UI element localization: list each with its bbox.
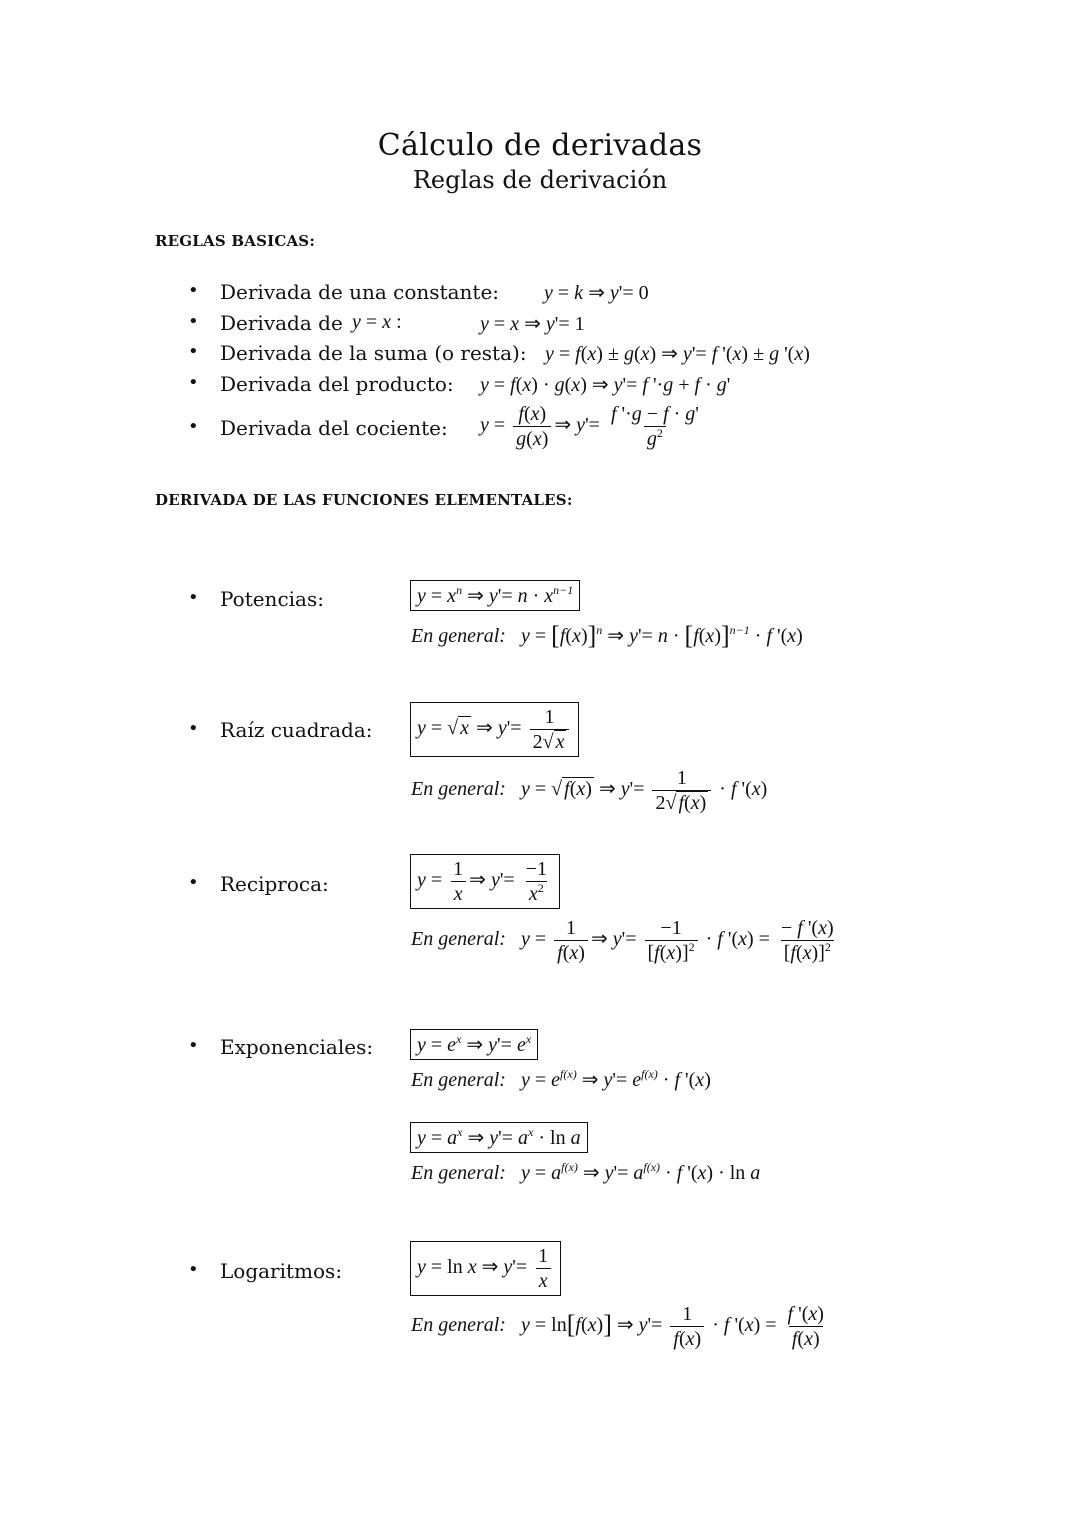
- general-formula: En general: $y = [f(x)]^n$ ⇒ $y'= n \cdot [f(x)]^{n-1} \cdot f$ '(x): [411, 621, 803, 650]
- bullet-icon: •: [188, 311, 199, 332]
- rule-label: Derivada de: [220, 311, 343, 335]
- general-label: En general:: [411, 1314, 506, 1337]
- rule-label: Reciproca:: [220, 872, 329, 896]
- page-title: Cálculo de derivadas: [377, 128, 703, 163]
- general-label: En general:: [411, 625, 506, 647]
- rule-label: Raíz cuadrada:: [220, 718, 373, 742]
- page-subtitle: Reglas de derivación: [412, 166, 668, 194]
- formula: y = f(x) · g(x) ⇒ y'= f '·g + f · g': [480, 374, 731, 396]
- bullet-icon: •: [188, 1035, 199, 1056]
- formula: y = k ⇒ y'= 0: [544, 282, 649, 304]
- formula-box: $y = e^x$ ⇒ $y'= e^x$: [410, 1029, 538, 1060]
- formula: y = x ⇒ y'= 1: [480, 313, 585, 335]
- bullet-icon: •: [188, 587, 199, 608]
- formula-box: $y = x^n$ ⇒ $y'= n \cdot x^{n-1}$: [410, 580, 580, 611]
- rule-label: Derivada de una constante:: [220, 280, 500, 304]
- bullet-icon: •: [188, 372, 199, 393]
- formula-box: y = √ x ⇒ y'= $\frac{1}{2√ x}$: [410, 702, 579, 757]
- bullet-icon: •: [188, 1259, 199, 1280]
- general-formula: En general: $y = a^{f(x)}$ ⇒ $y'= a^{f(x)} \cdot f$ '(x) · ln a: [411, 1160, 761, 1184]
- bullet-icon: •: [188, 872, 199, 893]
- general-formula: En general: $y = e^{f(x)}$ ⇒ $y'= e^{f(x)} \cdot f$ '(x): [411, 1067, 711, 1091]
- general-formula: En general: y = $\frac{1}{f(x)}$ ⇒ y'= $\frac{-1}{[f(x)]^2}$ · f '(x) = $\frac{- f '(x)}{[f(x)]^2}$: [411, 917, 834, 964]
- general-formula: En general: y = √ f(x) ⇒ y'= $\frac{1}{2√ f(x)}$ · f '(x): [411, 767, 768, 814]
- general-label: En general:: [411, 778, 506, 801]
- rule-label: Derivada del cociente:: [220, 416, 448, 440]
- bullet-icon: •: [188, 280, 199, 301]
- formula: y = x :: [352, 311, 402, 333]
- formula-box: $y = a^x$ ⇒ $y'= a^x \cdot \ln a$: [410, 1122, 588, 1153]
- formula-box: y = ln x ⇒ y'= $\frac{1}{x}$: [410, 1241, 561, 1296]
- general-label: En general:: [411, 928, 506, 951]
- formula: y = $\frac{f(x)}{g(x)}$ ⇒ y'= $\frac{f '\cdot g - f \cdot g'}{g^2}$: [480, 403, 699, 450]
- formula: y = f(x) ± g(x) ⇒ y'= f '(x) ± g '(x): [545, 343, 810, 365]
- rule-label: Derivada del producto:: [220, 372, 454, 396]
- rule-label: Exponenciales:: [220, 1035, 374, 1059]
- section-heading-elementary: DERIVADA DE LAS FUNCIONES ELEMENTALES:: [155, 491, 573, 509]
- rule-label: Derivada de la suma (o resta):: [220, 341, 527, 365]
- rule-label: Logaritmos:: [220, 1259, 343, 1283]
- formula-box: y = $\frac{1}{x}$ ⇒ y'= $\frac{-1}{x^2}$: [410, 854, 560, 909]
- bullet-icon: •: [188, 341, 199, 362]
- section-heading-basic: REGLAS BASICAS:: [155, 232, 316, 250]
- bullet-icon: •: [188, 416, 199, 437]
- bullet-icon: •: [188, 718, 199, 739]
- general-formula: En general: y = ln[f(x)] ⇒ y'= $\frac{1}{f(x)}$ · f '(x) = $\frac{f '(x)}{f(x)}$: [411, 1303, 824, 1350]
- general-label: En general:: [411, 1069, 506, 1091]
- rule-label: Potencias:: [220, 587, 324, 611]
- general-label: En general:: [411, 1162, 506, 1184]
